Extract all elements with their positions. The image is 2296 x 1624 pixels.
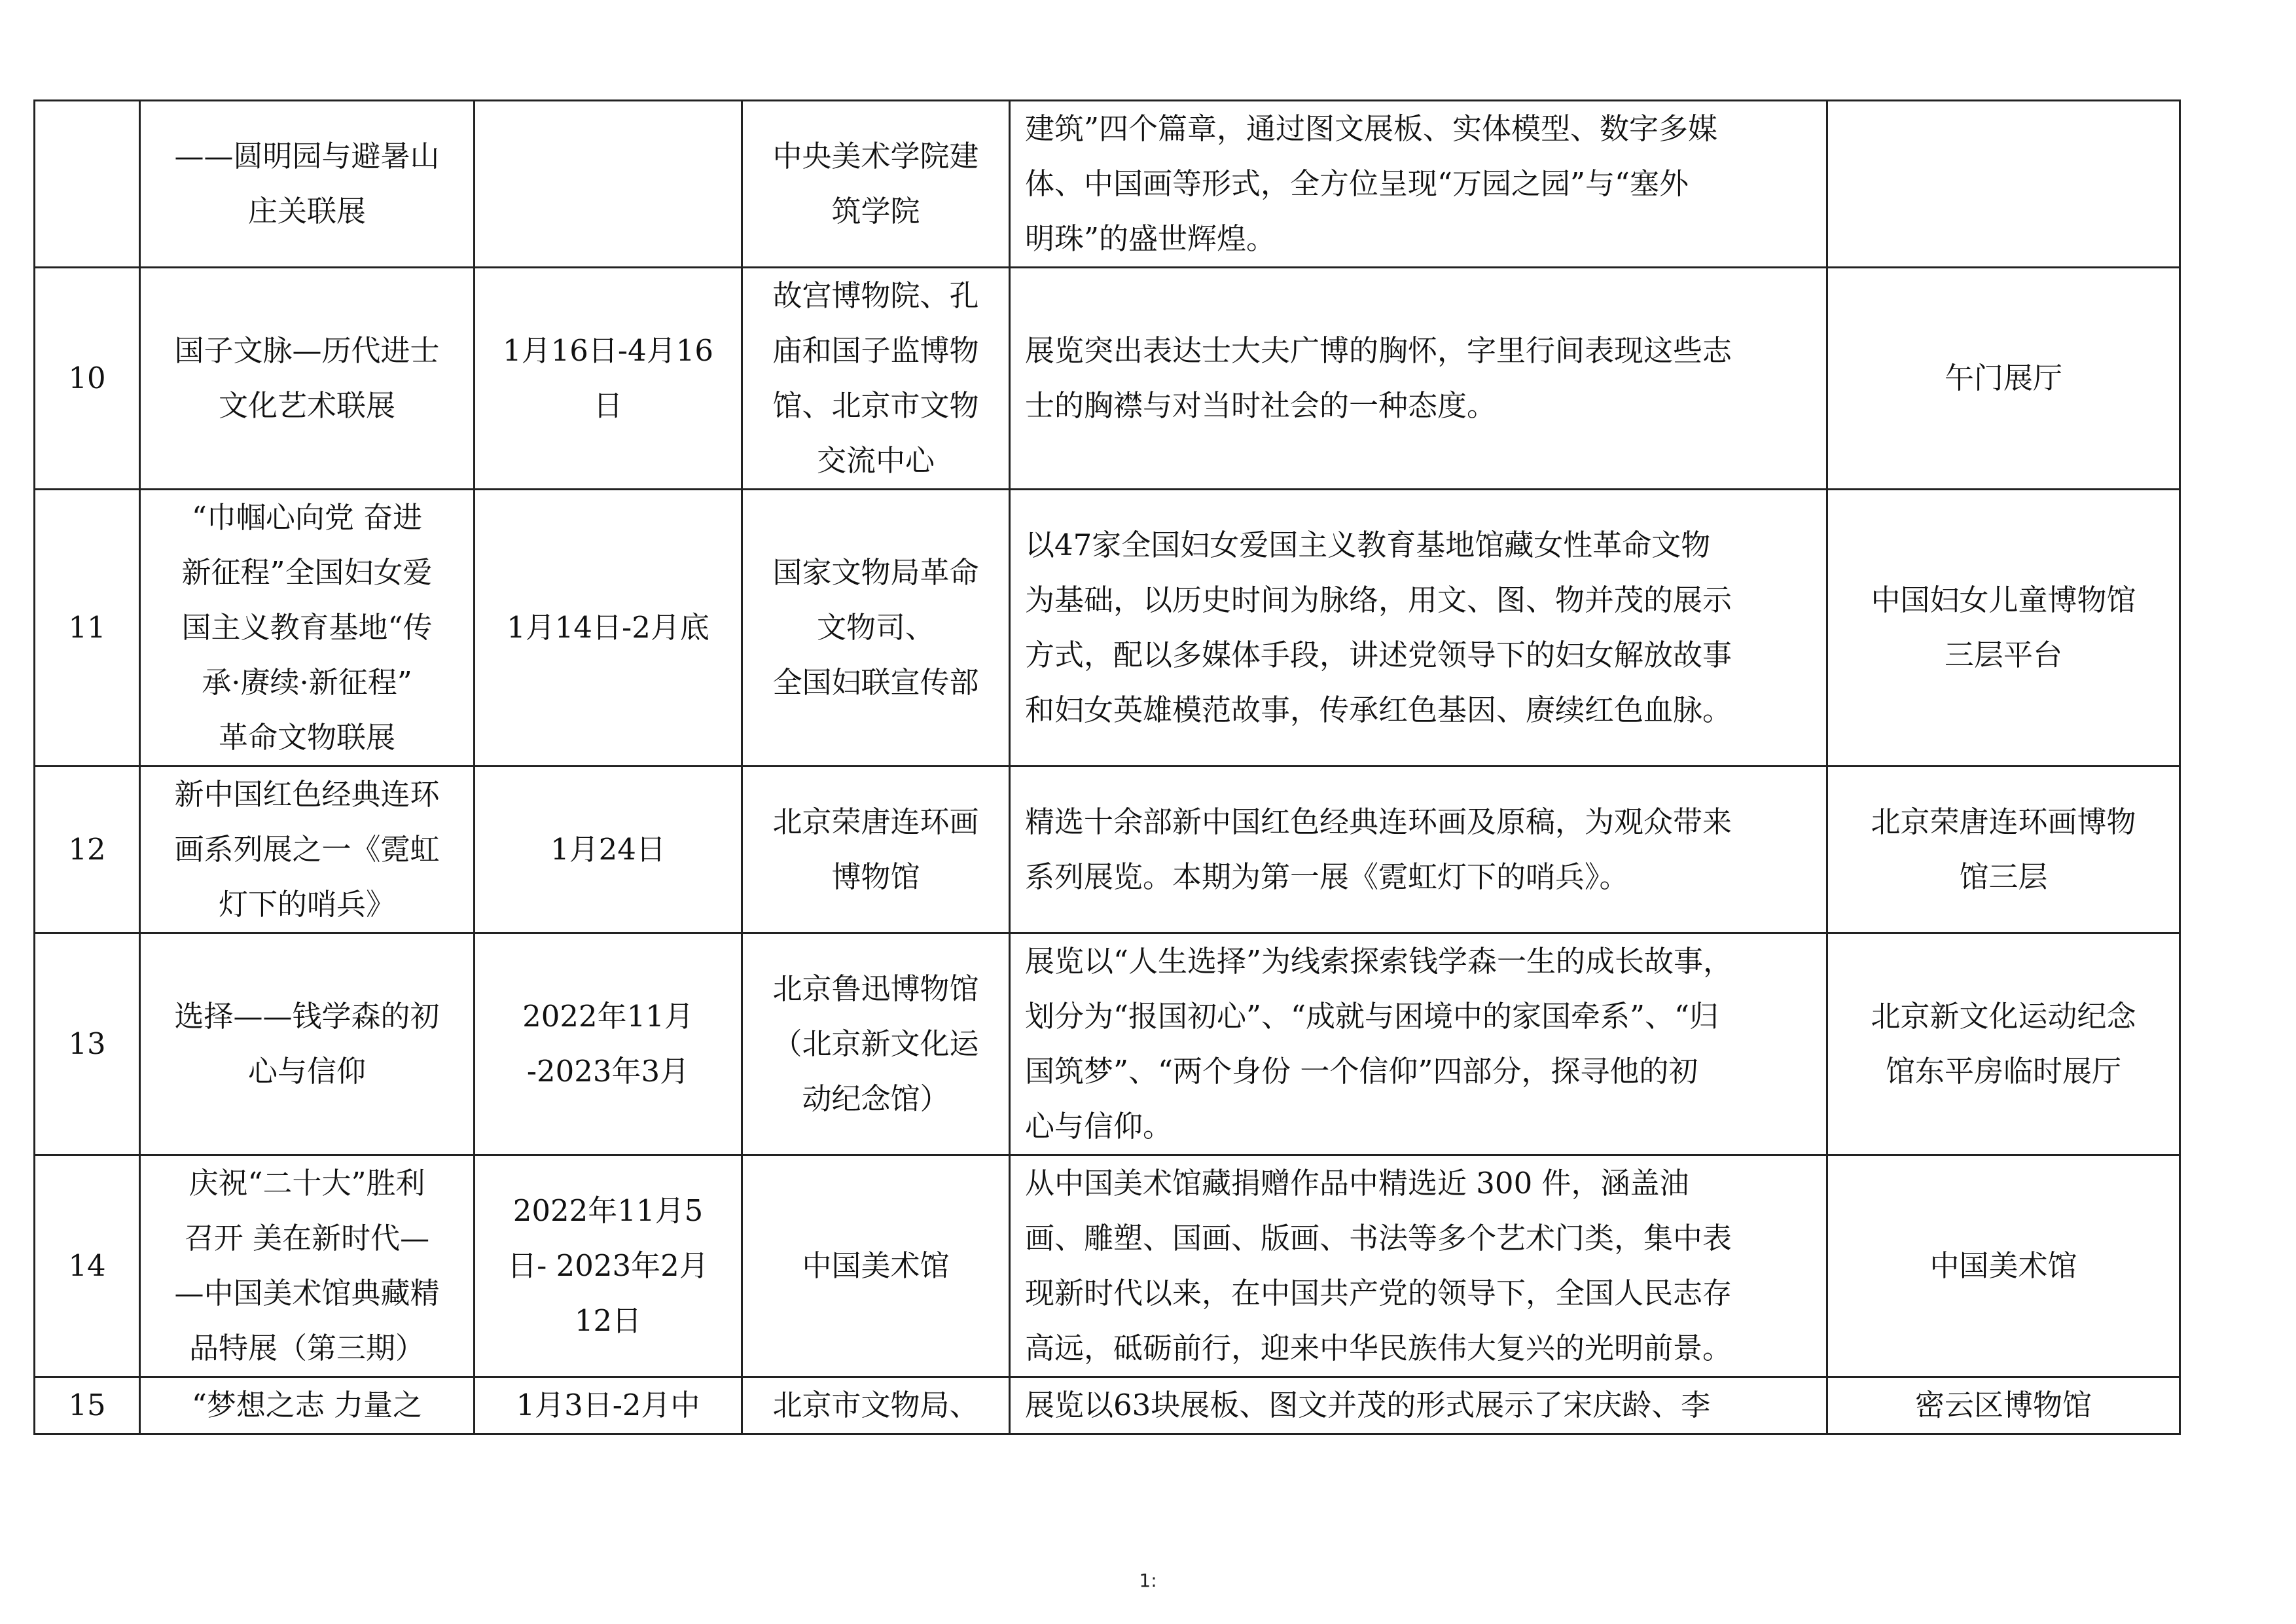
description-cell: [1010, 268, 1827, 490]
exhibition-date-line: 日- 2023年2月: [507, 1248, 709, 1283]
description-cell: [1010, 767, 1827, 933]
description-line: 士的胸襟与对当时社会的一种态度。: [1025, 388, 1497, 423]
exhibition-title-line: 庄关联展: [247, 194, 366, 228]
exhibition-title-line: 画系列展之一《霓虹: [174, 832, 440, 867]
exhibition-title-line: —中国美术馆典藏精: [174, 1276, 440, 1310]
exhibition-title-line: ——圆明园与避暑山: [174, 139, 440, 173]
organizer-line: 文物司、: [816, 610, 935, 645]
exhibition-table: [33, 99, 2181, 1435]
organizer-line: 筑学院: [831, 194, 920, 228]
description-line: 画、雕塑、国画、版画、书法等多个艺术门类，集中表: [1025, 1221, 1732, 1255]
description-line: 以47家全国妇女爱国主义教育基地馆藏女性革命文物: [1025, 528, 1711, 562]
organizer-line: 故宫博物院、孔: [772, 278, 979, 313]
exhibition-date-cell: [475, 1377, 742, 1434]
venue-cell: [1827, 268, 2180, 490]
exhibition-title-line: 国主义教育基地“传: [181, 610, 433, 645]
description-cell: [1010, 933, 1827, 1155]
venue-line: 馆三层: [1959, 859, 2048, 894]
description-line: 建筑”四个篇章，通过图文展板、实体模型、数字多媒: [1025, 111, 1718, 146]
document-sheet: [33, 99, 2179, 1435]
exhibition-title-line: 新征程”全国妇女爱: [181, 555, 433, 590]
organizer-line: 交流中心: [816, 443, 935, 478]
description-cell: [1010, 1377, 1827, 1434]
organizer-line: 动纪念馆）: [802, 1081, 950, 1116]
venue-line: 三层平台: [1944, 638, 2062, 672]
venue-line: 中国妇女儿童博物馆: [1871, 583, 2136, 617]
description-line: 为基础，以历史时间为脉络，用文、图、物并茂的展示: [1025, 583, 1732, 617]
venue-line: 馆东平房临时展厅: [1885, 1054, 2121, 1089]
organizer-line: 北京鲁迅博物馆: [772, 971, 979, 1006]
venue-cell: [1827, 1377, 2180, 1434]
exhibition-date-line: -2023年3月: [526, 1054, 690, 1089]
organizer-cell: [742, 767, 1010, 933]
venue-cell: [1827, 767, 2180, 933]
exhibition-title-line: 选择——钱学森的初: [174, 999, 440, 1034]
venue-line: 北京新文化运动纪念: [1871, 999, 2136, 1034]
organizer-line: 博物馆: [831, 859, 920, 894]
row-number-cell: 12: [35, 767, 140, 933]
description-line: 体、中国画等形式，全方位呈现“万园之园”与“塞外: [1025, 166, 1689, 201]
exhibition-title-cell: [140, 933, 475, 1155]
organizer-line: 北京市文物局、: [772, 1388, 979, 1422]
exhibition-title-line: 革命文物联展: [218, 720, 395, 755]
description-cell: [1010, 490, 1827, 767]
exhibition-title-line: 文化艺术联展: [218, 388, 395, 423]
page-number: 1:: [1139, 1570, 1157, 1591]
table-row: [35, 1155, 2180, 1377]
description-line: 高远，砥砺前行，迎来中华民族伟大复兴的光明前景。: [1025, 1331, 1732, 1365]
organizer-line: 中央美术学院建: [772, 139, 979, 173]
description-line: 国筑梦”、“两个身份 一个信仰”四部分，探寻他的初: [1025, 1054, 1698, 1089]
exhibition-title-line: 品特展（第三期）: [188, 1331, 425, 1365]
exhibition-date-cell: [475, 767, 742, 933]
organizer-cell: [742, 268, 1010, 490]
description-line: 明珠”的盛世辉煌。: [1025, 221, 1276, 256]
organizer-cell: [742, 490, 1010, 767]
exhibition-title-line: 召开 美在新时代—: [184, 1221, 430, 1255]
description-line: 精选十余部新中国红色经典连环画及原稿，为观众带来: [1025, 804, 1732, 839]
exhibition-title-cell: [140, 101, 475, 268]
venue-line: 午门展厅: [1944, 361, 2062, 395]
row-number-cell: 11: [35, 490, 140, 767]
venue-cell: [1827, 1155, 2180, 1377]
exhibition-title-line: “巾帼心向党 奋进: [191, 500, 423, 535]
table-row: [35, 268, 2180, 490]
venue-line: 北京荣唐连环画博物: [1871, 804, 2136, 839]
description-line: 和妇女英雄模范故事，传承红色基因、赓续红色血脉。: [1025, 693, 1732, 727]
description-line: 现新时代以来，在中国共产党的领导下，全国人民志存: [1025, 1276, 1732, 1310]
exhibition-title-line: 心与信仰: [247, 1054, 366, 1089]
table-body: [35, 101, 2180, 1434]
exhibition-title-line: 承·赓续·新征程”: [202, 665, 412, 700]
exhibition-date-cell: [475, 101, 742, 268]
description-cell: [1010, 101, 1827, 268]
exhibition-title-line: 灯下的哨兵》: [218, 887, 395, 922]
exhibition-title-line: “梦想之志 力量之: [191, 1388, 423, 1422]
description-line: 展览以“人生选择”为线索探索钱学森一生的成长故事，: [1025, 944, 1733, 979]
description-line: 心与信仰。: [1025, 1109, 1173, 1144]
exhibition-date-line: 12日: [574, 1303, 642, 1338]
row-number-cell: [35, 101, 140, 268]
row-number-cell: 10: [35, 268, 140, 490]
venue-cell: [1827, 933, 2180, 1155]
description-line: 系列展览。本期为第一展《霓虹灯下的哨兵》。: [1025, 859, 1629, 894]
organizer-cell: [742, 933, 1010, 1155]
organizer-line: 全国妇联宣传部: [772, 665, 979, 700]
description-cell: [1010, 1155, 1827, 1377]
exhibition-title-line: 庆祝“二十大”胜利: [188, 1166, 425, 1200]
organizer-line: 中国美术馆: [802, 1248, 950, 1283]
exhibition-date-line: 1月3日-2月中: [516, 1388, 700, 1422]
exhibition-date-line: 日: [593, 388, 623, 423]
organizer-cell: [742, 1377, 1010, 1434]
exhibition-title-cell: [140, 268, 475, 490]
table-row: [35, 490, 2180, 767]
exhibition-title-cell: [140, 1155, 475, 1377]
exhibition-date-line: 2022年11月: [522, 999, 694, 1034]
exhibition-date-cell: [475, 268, 742, 490]
organizer-line: 国家文物局革命: [772, 555, 979, 590]
exhibition-date-line: 2022年11月5: [512, 1193, 704, 1228]
exhibition-date-line: 1月16日-4月16: [503, 333, 713, 368]
exhibition-title-cell: [140, 767, 475, 933]
venue-line: 中国美术馆: [1929, 1248, 2077, 1283]
row-number-cell: 15: [35, 1377, 140, 1434]
venue-line: 密云区博物馆: [1914, 1388, 2092, 1422]
row-number-cell: 14: [35, 1155, 140, 1377]
table-row: [35, 933, 2180, 1155]
exhibition-date-cell: [475, 1155, 742, 1377]
description-line: 从中国美术馆藏捐赠作品中精选近 300 件，涵盖油: [1025, 1166, 1689, 1200]
organizer-line: 庙和国子监博物: [772, 333, 979, 368]
exhibition-date-line: 1月14日-2月底: [507, 610, 709, 645]
description-line: 展览以63块展板、图文并茂的形式展示了宋庆龄、李: [1025, 1388, 1711, 1422]
exhibition-date-line: 1月24日: [550, 832, 666, 867]
organizer-line: 北京荣唐连环画: [772, 804, 979, 839]
exhibition-title-cell: [140, 1377, 475, 1434]
organizer-line: 馆、北京市文物: [772, 388, 979, 423]
venue-cell: [1827, 101, 2180, 268]
description-line: 展览突出表达士大夫广博的胸怀，字里行间表现这些志: [1025, 333, 1732, 368]
organizer-cell: [742, 101, 1010, 268]
exhibition-date-cell: [475, 933, 742, 1155]
table-row: [35, 1377, 2180, 1434]
organizer-line: （北京新文化运: [772, 1026, 979, 1061]
exhibition-date-cell: [475, 490, 742, 767]
table-row: [35, 101, 2180, 268]
venue-cell: [1827, 490, 2180, 767]
description-line: 划分为“报国初心”、“成就与困境中的家国牵系”、“归: [1025, 999, 1719, 1034]
exhibition-title-cell: [140, 490, 475, 767]
table-row: [35, 767, 2180, 933]
row-number-cell: 13: [35, 933, 140, 1155]
exhibition-title-line: 国子文脉—历代进士: [174, 333, 440, 368]
organizer-cell: [742, 1155, 1010, 1377]
exhibition-title-line: 新中国红色经典连环: [174, 777, 440, 812]
description-line: 方式，配以多媒体手段，讲述党领导下的妇女解放故事: [1025, 638, 1732, 672]
